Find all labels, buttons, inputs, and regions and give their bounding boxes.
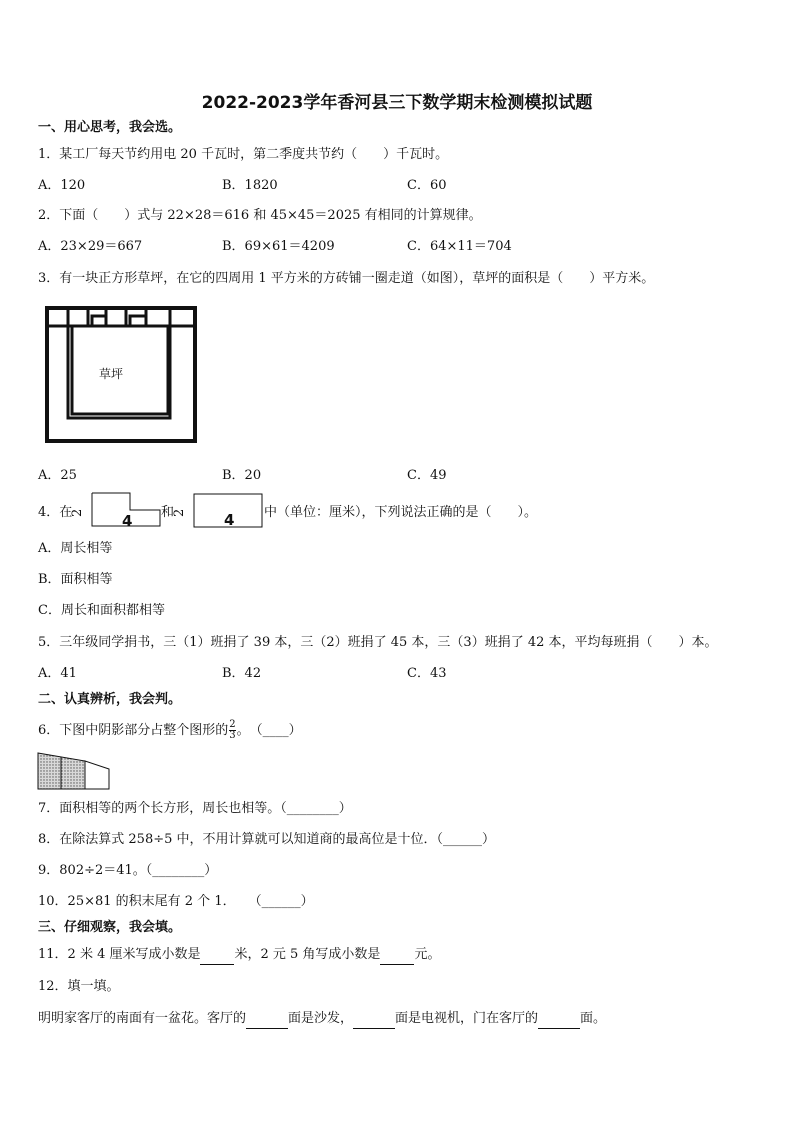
- question-1: 1．某工厂每天节约用电 20 千瓦时，第二季度共节约（ ）千瓦时。: [38, 147, 449, 162]
- question-6-answer: 。 （____）: [236, 723, 302, 738]
- question-2: 2．下面（ ）式与 22×28＝616 和 45×45＝2025 有相同的计算规律。: [38, 208, 482, 223]
- lawn-diagram: [44, 305, 200, 445]
- question-11: [38, 946, 440, 965]
- question-12-part-4: 面。: [580, 1011, 607, 1026]
- q4-option-a: A．周长相等: [38, 541, 113, 556]
- question-4-and: 和: [161, 505, 175, 520]
- q5-option-c: C．43: [407, 666, 447, 681]
- q5-option-b: B．42: [222, 666, 262, 681]
- rectangle-base: 4: [224, 511, 235, 529]
- l-shape-figure: [70, 492, 164, 530]
- page-title: 2022-2023学年香河县三下数学期末检测模拟试题: [201, 93, 593, 113]
- question-12: [38, 1010, 606, 1029]
- l-shape-base: 4: [122, 512, 133, 530]
- section-heading-1: 一、用心思考，我会选。: [38, 120, 182, 135]
- q3-option-b: B．20: [222, 468, 262, 483]
- q1-option-a: A．120: [38, 178, 86, 193]
- answer-blank[interactable]: [246, 1010, 288, 1029]
- q2-option-c: C．64×11＝704: [407, 239, 512, 254]
- question-4-prefix: 4．在: [38, 505, 73, 520]
- answer-blank[interactable]: [200, 946, 234, 965]
- lawn-label: 草坪: [99, 367, 124, 381]
- q4-option-c: C．周长和面积都相等: [38, 603, 165, 618]
- fraction-numerator: 2: [229, 719, 236, 730]
- q2-option-b: B．69×61＝4209: [222, 239, 335, 254]
- q1-option-c: C．60: [407, 178, 447, 193]
- question-6: [38, 720, 302, 741]
- q5-option-a: A．41: [38, 666, 77, 681]
- rectangle-figure: [172, 492, 266, 530]
- question-8: 8．在除法算式 258÷5 中，不用计算就可以知道商的最高位是十位．（______）: [38, 832, 496, 847]
- q2-option-a: A．23×29＝667: [38, 239, 143, 254]
- fraction-two-thirds: [229, 720, 235, 741]
- q4-option-b: B．面积相等: [38, 572, 113, 587]
- question-7: 7．面积相等的两个长方形，周长也相等。（________）: [38, 801, 352, 816]
- question-4-suffix: 中（单位：厘米），下列说法正确的是（ ）。: [264, 505, 538, 520]
- question-12-part-1: 明明家客厅的南面有一盆花。客厅的: [38, 1011, 247, 1026]
- q3-option-c: C．49: [407, 468, 447, 483]
- section-heading-2: 二、认真辨析，我会判。: [38, 692, 182, 707]
- q3-option-a: A．25: [38, 468, 77, 483]
- answer-blank[interactable]: [353, 1010, 395, 1029]
- question-6-text: 6．下图中阴影部分占整个图形的: [38, 723, 229, 738]
- question-11-part-3: 元。: [414, 947, 441, 962]
- question-12-part-2: 面是沙发，: [288, 1011, 354, 1026]
- question-11-part-2: 米，2 元 5 角写成小数是: [234, 947, 381, 962]
- fraction-denominator: 3: [229, 730, 236, 741]
- question-9: 9．802÷2＝41。（________）: [38, 863, 218, 878]
- question-11-part-1: 11．2 米 4 厘米写成小数是: [38, 947, 201, 962]
- shaded-fraction-figure: [37, 752, 113, 792]
- question-12-heading: 12．填一填。: [38, 979, 120, 994]
- section-heading-3: 三、仔细观察，我会填。: [38, 920, 182, 935]
- rectangle-height: 2: [172, 508, 187, 517]
- question-3: 3．有一块正方形草坪，在它的四周用 1 平方米的方砖铺一圈走道（如图），草坪的面积是（ ）平方米。: [38, 271, 655, 286]
- question-10: 10．25×81 的积末尾有 2 个 1． （______）: [38, 894, 314, 909]
- answer-blank[interactable]: [538, 1010, 580, 1029]
- q1-option-b: B．1820: [222, 178, 278, 193]
- question-5: 5．三年级同学捐书，三（1）班捐了 39 本，三（2）班捐了 45 本，三（3）班捐了 42 本，平均每班捐（ ）本。: [38, 635, 718, 650]
- question-12-part-3: 面是电视机，门在客厅的: [395, 1011, 539, 1026]
- answer-blank[interactable]: [380, 946, 414, 965]
- l-shape-height: 2: [70, 508, 85, 517]
